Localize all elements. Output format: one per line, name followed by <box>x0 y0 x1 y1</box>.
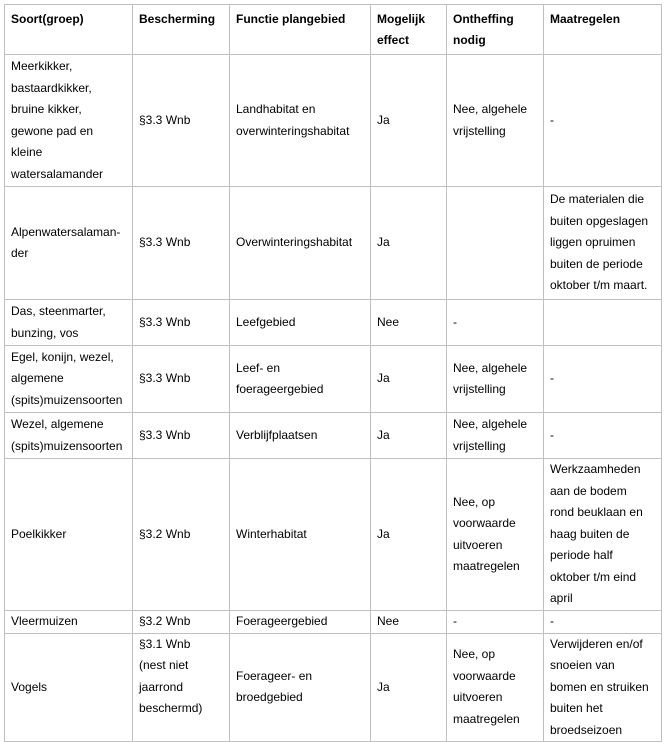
cell-soort: Alpenwatersalaman- der <box>5 187 133 300</box>
cell-maatregelen: - <box>544 413 662 459</box>
table-row <box>5 459 662 611</box>
cell-effect: Ja <box>371 633 447 742</box>
cell-bescherming: §3.3 Wnb <box>133 346 230 413</box>
cell-functie: Landhabitat en overwinteringshabitat <box>230 55 371 187</box>
cell-soort: Egel, konijn, wezel, algemene (spits)muizensoorten <box>5 346 133 413</box>
cell-maatregelen <box>544 300 662 346</box>
table-row <box>5 611 662 634</box>
cell-effect: Ja <box>371 187 447 300</box>
cell-maatregelen: - <box>544 346 662 413</box>
cell-functie: Overwinteringshabitat <box>230 187 371 300</box>
cell-bescherming: §3.2 Wnb <box>133 611 230 634</box>
species-measures-table <box>4 4 662 742</box>
table-row <box>5 300 662 346</box>
table-row <box>5 55 662 187</box>
cell-ontheffing <box>447 187 544 300</box>
cell-soort: Poelkikker <box>5 459 133 611</box>
cell-bescherming: §3.3 Wnb <box>133 187 230 300</box>
header-maatregelen: Maatregelen <box>544 5 662 55</box>
cell-functie: Winterhabitat <box>230 459 371 611</box>
cell-bescherming: §3.3 Wnb <box>133 413 230 459</box>
cell-effect: Ja <box>371 459 447 611</box>
cell-maatregelen: Werkzaamheden aan de bodem rond beuklaan en haag buiten de periode half oktober t/m eind april <box>544 459 662 611</box>
cell-functie: Foerageergebied <box>230 611 371 634</box>
cell-maatregelen: Verwijderen en/of snoeien van bomen en struiken buiten het broedseizoen <box>544 633 662 742</box>
cell-effect: Ja <box>371 413 447 459</box>
cell-bescherming: §3.3 Wnb <box>133 300 230 346</box>
cell-ontheffing: - <box>447 611 544 634</box>
cell-ontheffing: Nee, op voorwaarde uitvoeren maatregelen <box>447 459 544 611</box>
cell-ontheffing: Nee, op voorwaarde uitvoeren maatregelen <box>447 633 544 742</box>
cell-ontheffing: - <box>447 300 544 346</box>
cell-functie: Verblijfplaatsen <box>230 413 371 459</box>
cell-maatregelen: De materialen die buiten opgeslagen liggen opruimen buiten de periode oktober t/m maart. <box>544 187 662 300</box>
cell-effect: Nee <box>371 300 447 346</box>
cell-maatregelen: - <box>544 611 662 634</box>
header-bescherming: Bescherming <box>133 5 230 55</box>
cell-bescherming: §3.2 Wnb <box>133 459 230 611</box>
cell-soort: Meerkikker, bastaardkikker, bruine kikker, gewone pad en kleine watersalamander <box>5 55 133 187</box>
cell-soort: Vogels <box>5 633 133 742</box>
header-ontheffing: Ontheffing nodig <box>447 5 544 55</box>
table-row <box>5 633 662 742</box>
cell-ontheffing: Nee, algehele vrijstelling <box>447 346 544 413</box>
table-row <box>5 346 662 413</box>
cell-effect: Ja <box>371 55 447 187</box>
cell-effect: Ja <box>371 346 447 413</box>
cell-bescherming: §3.1 Wnb (nest niet jaarrond beschermd) <box>133 633 230 742</box>
cell-functie: Leef- en foerageergebied <box>230 346 371 413</box>
header-row <box>5 5 662 55</box>
cell-soort: Vleermuizen <box>5 611 133 634</box>
table-row <box>5 413 662 459</box>
cell-ontheffing: Nee, algehele vrijstelling <box>447 413 544 459</box>
cell-effect: Nee <box>371 611 447 634</box>
cell-soort: Das, steenmarter, bunzing, vos <box>5 300 133 346</box>
cell-bescherming: §3.3 Wnb <box>133 55 230 187</box>
header-effect: Mogelijk effect <box>371 5 447 55</box>
table-row <box>5 187 662 300</box>
header-soort: Soort(groep) <box>5 5 133 55</box>
cell-maatregelen: - <box>544 55 662 187</box>
cell-functie: Leefgebied <box>230 300 371 346</box>
header-functie: Functie plangebied <box>230 5 371 55</box>
cell-soort: Wezel, algemene (spits)muizensoorten <box>5 413 133 459</box>
cell-functie: Foerageer- en broedgebied <box>230 633 371 742</box>
cell-ontheffing: Nee, algehele vrijstelling <box>447 55 544 187</box>
